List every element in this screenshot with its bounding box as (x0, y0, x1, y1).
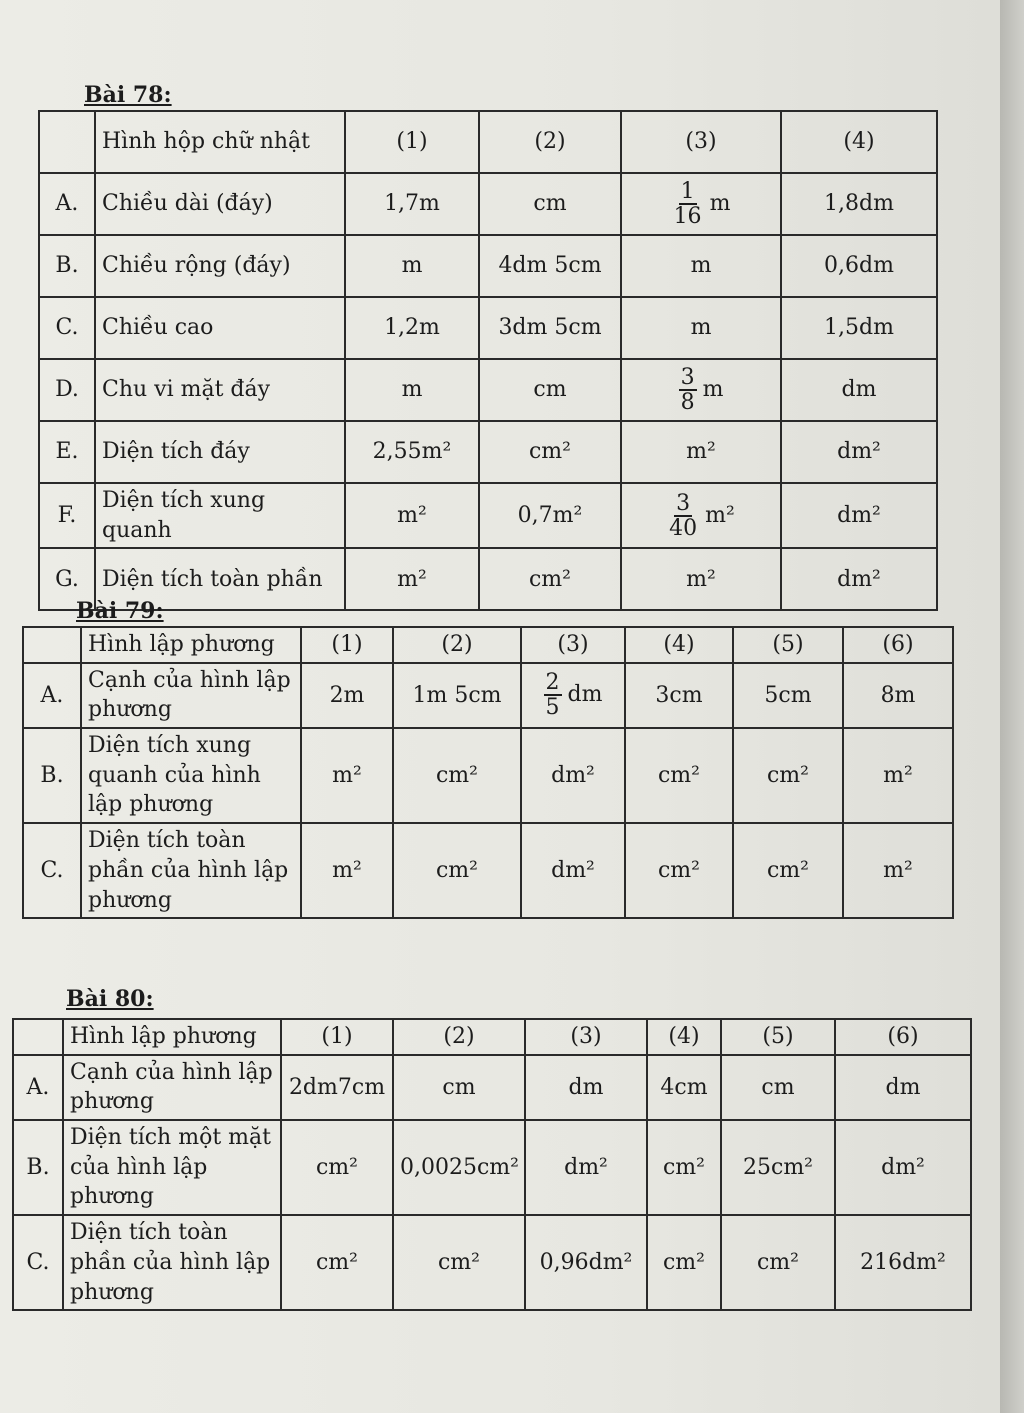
table-cell: 0,96dm² (525, 1215, 647, 1310)
fraction-denominator: 8 (680, 390, 695, 415)
header-col-2: (2) (479, 111, 621, 173)
table-cell: 1m 5cm (393, 663, 521, 728)
table-row (23, 823, 953, 918)
header-col-3: (3) (525, 1019, 647, 1055)
page-edge (1000, 0, 1024, 1413)
table-cell: 1,7m (345, 173, 479, 235)
fraction-unit: m (709, 191, 731, 216)
fraction (679, 366, 697, 414)
table-cell: 1,5dm (781, 297, 937, 359)
row-label: Diện tích xung quanh của hình lập phương (81, 728, 301, 823)
table-cell: cm² (281, 1215, 393, 1310)
table-cell: m² (621, 548, 781, 610)
fraction-numerator: 3 (680, 364, 695, 390)
table-cell: 1,2m (345, 297, 479, 359)
row-letter: B. (13, 1120, 63, 1215)
header-col-2: (2) (393, 1019, 525, 1055)
table-cell: m² (345, 548, 479, 610)
table-cell: dm² (781, 548, 937, 610)
table-cell: dm (525, 1055, 647, 1120)
header-col-4: (4) (781, 111, 937, 173)
row-label: Cạnh của hình lập phương (81, 663, 301, 728)
table-row (39, 173, 937, 235)
table-cell: 0,0025cm² (393, 1120, 525, 1215)
header-blank-cell (23, 627, 81, 663)
row-letter: C. (23, 823, 81, 918)
header-col-1: (1) (345, 111, 479, 173)
table-cell: 4cm (647, 1055, 721, 1120)
header-blank-cell (13, 1019, 63, 1055)
header-col-6: (6) (843, 627, 953, 663)
table-cell: cm² (479, 548, 621, 610)
header-col-5: (5) (733, 627, 843, 663)
table-cell (621, 359, 781, 421)
row-label: Diện tích một mặt của hình lập phương (63, 1120, 281, 1215)
table-cell: m² (301, 823, 393, 918)
table-cell: dm² (835, 1120, 971, 1215)
row-letter: B. (23, 728, 81, 823)
bai80-title: Bài 80: (66, 986, 154, 1012)
header-col-1: (1) (281, 1019, 393, 1055)
header-col-1: (1) (301, 627, 393, 663)
header-col-6: (6) (835, 1019, 971, 1055)
table-row (39, 235, 937, 297)
table-cell: m² (345, 483, 479, 548)
header-col-4: (4) (625, 627, 733, 663)
header-label: Hình lập phương (63, 1019, 281, 1055)
header-label: Hình hộp chữ nhật (95, 111, 345, 173)
table-cell: 25cm² (721, 1120, 835, 1215)
fraction-unit: m (702, 377, 724, 402)
table-cell: cm² (393, 1215, 525, 1310)
table-row (39, 359, 937, 421)
row-letter: F. (39, 483, 95, 548)
row-letter: G. (39, 548, 95, 610)
row-label: Chu vi mặt đáy (95, 359, 345, 421)
bai78-table (38, 110, 938, 611)
fraction (667, 492, 699, 540)
table-cell: 4dm 5cm (479, 235, 621, 297)
table-cell: m² (301, 728, 393, 823)
table-header-row (39, 111, 937, 173)
row-letter: A. (39, 173, 95, 235)
table-row (23, 663, 953, 728)
table-cell: m (621, 297, 781, 359)
table-cell (621, 483, 781, 548)
table-cell: 0,6dm (781, 235, 937, 297)
fraction-denominator: 5 (545, 695, 560, 721)
header-col-3: (3) (621, 111, 781, 173)
row-letter: E. (39, 421, 95, 483)
table-cell: m (345, 359, 479, 421)
fraction (672, 180, 704, 228)
table-cell: 5cm (733, 663, 843, 728)
table-row (39, 548, 937, 610)
table-cell: cm (393, 1055, 525, 1120)
table-cell: 2m (301, 663, 393, 728)
table-cell: 3dm 5cm (479, 297, 621, 359)
table-cell: 0,7m² (479, 483, 621, 548)
table-cell: dm (781, 359, 937, 421)
table-cell: m² (843, 728, 953, 823)
table-row (13, 1055, 971, 1120)
table-cell: cm (721, 1055, 835, 1120)
table-cell: cm² (733, 728, 843, 823)
table-cell: cm (479, 173, 621, 235)
table-cell: dm² (781, 483, 937, 548)
table-cell: 2dm7cm (281, 1055, 393, 1120)
row-label: Diện tích xung quanh (95, 483, 345, 548)
table-cell: cm (479, 359, 621, 421)
table-cell: m² (621, 421, 781, 483)
table-row (39, 297, 937, 359)
table-cell: m (345, 235, 479, 297)
table-cell: 1,8dm (781, 173, 937, 235)
row-letter: C. (13, 1215, 63, 1310)
table-header-row (23, 627, 953, 663)
row-letter: B. (39, 235, 95, 297)
table-cell: m² (843, 823, 953, 918)
table-cell (621, 173, 781, 235)
row-label: Chiều cao (95, 297, 345, 359)
table-row (23, 728, 953, 823)
bai80-table (12, 1018, 972, 1311)
table-cell (521, 663, 625, 728)
table-cell: cm² (393, 823, 521, 918)
row-label: Diện tích toàn phần (95, 548, 345, 610)
row-letter: A. (13, 1055, 63, 1120)
row-label: Diện tích đáy (95, 421, 345, 483)
table-cell: cm² (733, 823, 843, 918)
header-col-4: (4) (647, 1019, 721, 1055)
table-cell: cm² (479, 421, 621, 483)
table-cell: dm (835, 1055, 971, 1120)
fraction-denominator: 16 (673, 204, 702, 229)
table-cell: dm² (525, 1120, 647, 1215)
row-letter: D. (39, 359, 95, 421)
table-row (13, 1120, 971, 1215)
fraction (544, 671, 562, 719)
table-header-row (13, 1019, 971, 1055)
table-cell: dm² (781, 421, 937, 483)
row-label: Cạnh của hình lập phương (63, 1055, 281, 1120)
table-cell: cm² (393, 728, 521, 823)
header-col-3: (3) (521, 627, 625, 663)
table-cell: dm² (521, 728, 625, 823)
header-blank-cell (39, 111, 95, 173)
row-label: Chiều dài (đáy) (95, 173, 345, 235)
table-row (39, 483, 937, 548)
row-label: Diện tích toàn phần của hình lập phương (63, 1215, 281, 1310)
table-cell: 2,55m² (345, 421, 479, 483)
table-cell: 216dm² (835, 1215, 971, 1310)
fraction-unit: dm (567, 682, 603, 708)
row-label: Chiều rộng (đáy) (95, 235, 345, 297)
table-cell: cm² (647, 1215, 721, 1310)
table-row (13, 1215, 971, 1310)
table-cell: cm² (625, 728, 733, 823)
bai79-title: Bài 79: (76, 598, 164, 624)
bai79-table (22, 626, 954, 919)
header-col-5: (5) (721, 1019, 835, 1055)
fraction-numerator: 2 (545, 670, 560, 696)
bai78-title: Bài 78: (84, 82, 172, 108)
table-cell: cm² (721, 1215, 835, 1310)
fraction-numerator: 3 (676, 490, 691, 516)
row-letter: C. (39, 297, 95, 359)
row-label: Diện tích toàn phần của hình lập phương (81, 823, 301, 918)
table-cell: 8m (843, 663, 953, 728)
table-cell: cm² (647, 1120, 721, 1215)
table-row (39, 421, 937, 483)
fraction-numerator: 1 (680, 178, 695, 204)
table-cell: cm² (281, 1120, 393, 1215)
table-cell: cm² (625, 823, 733, 918)
header-label: Hình lập phương (81, 627, 301, 663)
fraction-unit: m² (705, 502, 735, 528)
row-letter: A. (23, 663, 81, 728)
fraction-denominator: 40 (669, 515, 698, 541)
table-cell: dm² (521, 823, 625, 918)
table-cell: m (621, 235, 781, 297)
table-cell: 3cm (625, 663, 733, 728)
header-col-2: (2) (393, 627, 521, 663)
